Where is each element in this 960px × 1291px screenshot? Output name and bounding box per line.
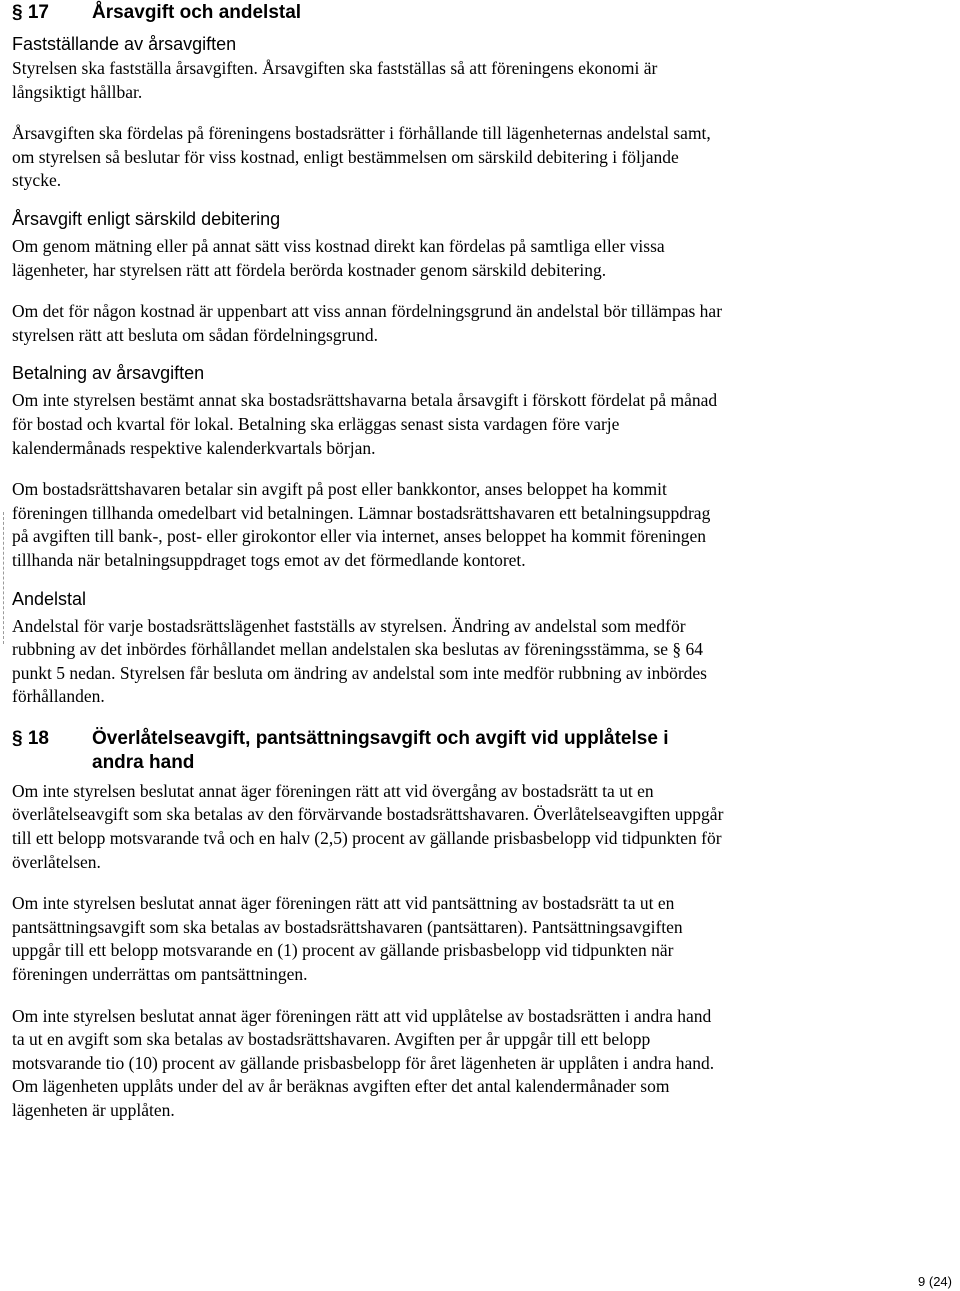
section-number: § 17 bbox=[12, 2, 49, 23]
subheading-andelstal: Andelstal bbox=[12, 588, 87, 609]
page-number: 9 (24) bbox=[918, 1274, 952, 1289]
paragraph: Andelstal för varje bostadsrättslägenhet fastställs av styrelsen. Ändring av andelstal som medför rubbning av det inbördes förhållandet mellan andelstalen ska beslutas av föreningsstämma, se § 64 punkt 5 nedan. Styrelsen får besluta om ändring av andelstal som inte medför rubbning av inbördes förhållanden. bbox=[12, 615, 707, 707]
subheading-faststallande: Fastställande av årsavgiften bbox=[12, 34, 237, 54]
section-18-heading bbox=[12, 727, 724, 775]
section-number: § 18 bbox=[12, 727, 49, 749]
paragraph: Styrelsen ska fastställa årsavgiften. Årsavgiften ska fastställas så att föreningens ekonomi är långsiktigt hållbar. bbox=[12, 58, 658, 102]
section-title: Årsavgift och andelstal bbox=[92, 2, 302, 23]
paragraph: Om inte styrelsen beslutat annat äger föreningen rätt att vid pantsättning av bostadsrätt ta ut en pantsättningsavgift som ska betalas av bostadsrättshavaren (pantsättaren). Pantsättningsavgiften uppgår till ett belopp motsvarande en (1) procent av gällande prisbasbelopp vid tidpunkten när föreningen underrättas om pantsättningen. bbox=[12, 893, 683, 985]
subheading-betalning: Betalning av årsavgiften bbox=[12, 363, 205, 384]
paragraph: Årsavgiften ska fördelas på föreningens bostadsrätter i förhållande till lägenheternas andelstal samt, om styrelsen så beslutar för viss kostnad, enligt bestämmelsen om särskild debitering i följande stycke. bbox=[12, 123, 711, 191]
paragraph: Om inte styrelsen bestämt annat ska bostadsrättshavarna betala årsavgift i förskott fördelat på månad för bostad och kvartal för lokal. Betalning ska erläggas senast sista vardagen före varje kalendermånads respektive kalenderkvartals början. bbox=[12, 390, 718, 458]
subheading-sarskild-debitering: Årsavgift enligt särskild debitering bbox=[12, 208, 281, 229]
section-title: Överlåtelseavgift, pantsättningsavgift och avgift vid upplåtelse i andra hand bbox=[92, 727, 669, 773]
section-17-heading bbox=[12, 1, 724, 25]
paragraph: Om inte styrelsen beslutat annat äger föreningen rätt att vid övergång av bostadsrätt ta ut en överlåtelseavgift som ska betalas av den förvärvande bostadsrättshavaren. Överlåtelseavgiften uppgår till ett belopp motsvarande två och en halv (2,5) procent av gällande prisbasbelopp vid tidpunkten för överlåtelsen. bbox=[12, 780, 724, 872]
paragraph: Om genom mätning eller på annat sätt viss kostnad direkt kan fördelas på samtliga eller vissa lägenheter, har styrelsen rätt att fördela berörda kostnader genom särskild debitering. bbox=[12, 235, 665, 280]
paragraph: Om bostadsrättshavaren betalar sin avgift på post eller bankkontor, anses beloppet ha kommit föreningen tillhanda omedelbart vid betalningen. Lämnar bostadsrättshavaren ett betalningsuppdrag på avgiften till bank-, post- eller girokontor eller via internet, anses beloppet ha kommit föreningen tillhanda när betalningsuppdraget togs emot av det förmedlande kontoret. bbox=[12, 479, 711, 570]
document-page bbox=[12, 0, 724, 1123]
paragraph: Om inte styrelsen beslutat annat äger föreningen rätt att vid upplåtelse av bostadsrätten i andra hand ta ut en avgift som ska betalas av bostadsrättshavaren. Avgiften per år uppgår till ett belopp motsvarande tio (10) procent av gällande prisbasbelopp för året lägenheten är upplåten i andra hand. Om lägenheten upplåts under del av år beräknas avgiften efter det antal kalendermånader som lägenheten är upplåten. bbox=[12, 1005, 715, 1120]
paragraph: Om det för någon kostnad är uppenbart att viss annan fördelningsgrund än andelstal bör tillämpas har styrelsen rätt att besluta om sådan fördelningsgrund. bbox=[12, 301, 723, 345]
margin-change-marker bbox=[3, 512, 4, 644]
